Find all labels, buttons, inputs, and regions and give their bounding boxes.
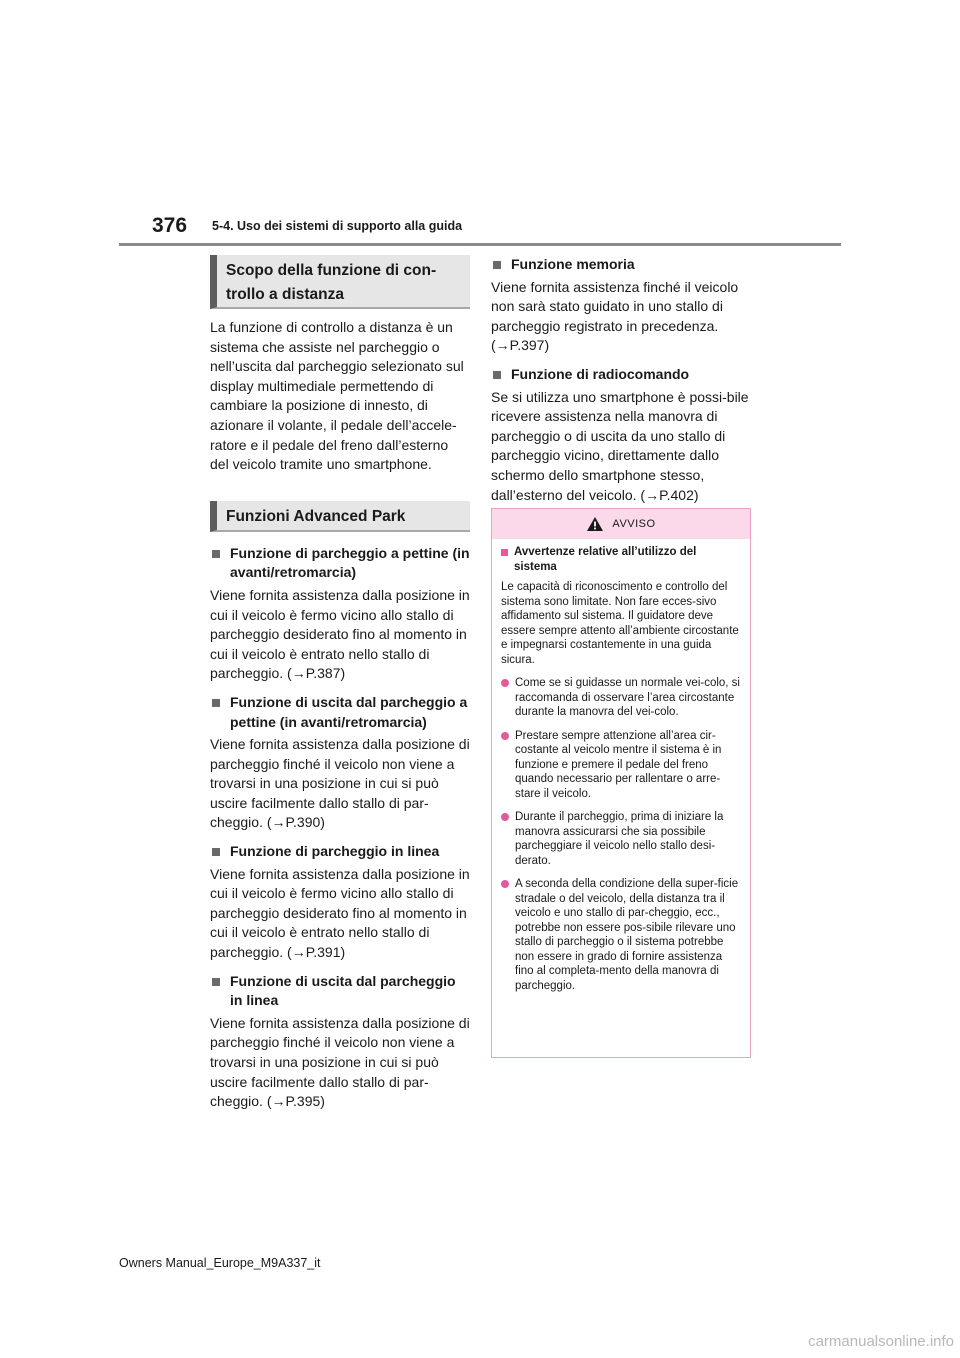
page-number: 376 xyxy=(152,214,188,237)
left-column xyxy=(210,255,470,1112)
footer-text: Owners Manual_Europe_M9A337_it xyxy=(119,1256,321,1270)
feature-item xyxy=(491,255,751,356)
feature-item xyxy=(210,544,470,684)
bullet-dot-icon xyxy=(501,732,509,740)
warning-subtitle: Avvertenze relative all’utilizzo del sistema xyxy=(501,545,741,574)
warning-title: AVVISO xyxy=(612,518,656,530)
warning-bullet: A seconda della condizione della super-ficie stradale o del veicolo, della distanza tra il veicolo e uno stallo di par-cheggio, ecc., potrebbe non essere pos-sibile rilevare uno stallo di parcheggio o il sistema potrebbe non essere in grado di fornire assistenza fino al completa-mento della manovra di parcheggio. xyxy=(501,877,741,993)
warning-body xyxy=(492,539,750,993)
feature-title: Funzione di parcheggio a pettine (in avanti/retromarcia) xyxy=(210,544,470,583)
watermark: carmanualsonline.info xyxy=(808,1333,954,1350)
square-bullet-icon xyxy=(493,371,501,379)
feature-item xyxy=(210,972,470,1112)
feature-item xyxy=(210,693,470,833)
feature-description: Se si utilizza uno smartphone è possi-bile ricevere assistenza nella manovra di parcheggio o di uscita da uno stallo di parcheggio vicino, direttamente dallo schermo dello smartphone stesso, dall’esterno del veicolo. (→P.402) xyxy=(491,388,749,503)
bullet-dot-icon xyxy=(501,679,509,687)
feature-description: Viene fornita assistenza dalla posizione di parcheggio finché il veicolo non viene a trovarsi in una posizione in cui si può uscire facilmente dallo stallo di par-cheggio. (→P.395) xyxy=(210,1014,470,1110)
warning-box xyxy=(491,508,751,1058)
heading-advanced-park: Funzioni Advanced Park xyxy=(210,501,470,532)
feature-item xyxy=(210,842,470,963)
feature-title: Funzione di uscita dal parcheggio a pettine (in avanti/retromarcia) xyxy=(210,693,470,732)
feature-description: Viene fornita assistenza dalla posizione di parcheggio finché il veicolo non viene a trovarsi in una posizione in cui si può uscire facilmente dallo stallo di par-cheggio. (→P.390) xyxy=(210,736,470,831)
warning-header xyxy=(492,509,750,539)
feature-title: Funzione di uscita dal parcheggio in linea xyxy=(210,972,470,1011)
feature-description: Viene fornita assistenza finché il veicolo non sarà stato guidato in uno stallo di parcheggio registrato in precedenza. (→P.397) xyxy=(491,278,739,354)
feature-title: Funzione di parcheggio in linea xyxy=(210,842,470,862)
square-bullet-icon xyxy=(212,848,220,856)
square-bullet-icon xyxy=(212,978,220,986)
intro-paragraph: La funzione di controllo a distanza è un sistema che assiste nel parcheggio o nell’uscita dal parcheggio selezionato sul display multimediale permettendo di cambiare la posizione di innesto, di azionare il volante, il pedale dell’accele-ratore e il pedale del freno dall’esterno del veicolo tramite uno smartphone. xyxy=(210,319,464,473)
feature-description: Viene fornita assistenza dalla posizione in cui il veicolo è fermo vicino allo stallo di parcheggio desiderato fino al momento in cui il veicolo è entrato nello stallo di parcheggio. (→P.387) xyxy=(210,586,470,682)
square-bullet-icon xyxy=(493,261,501,269)
feature-title: Funzione memoria xyxy=(491,255,751,275)
bullet-dot-icon xyxy=(501,813,509,821)
right-column xyxy=(491,255,751,505)
heading-remote-control-purpose: Scopo della funzione di con- trollo a distanza xyxy=(210,255,470,309)
square-bullet-icon xyxy=(212,550,220,558)
section-title: 5-4. Uso dei sistemi di supporto alla guida xyxy=(212,219,463,233)
square-bullet-icon xyxy=(212,699,220,707)
warning-bullet: Durante il parcheggio, prima di iniziare la manovra assicurarsi che sia possibile parcheggiare il veicolo nello stallo desi-derato. xyxy=(501,810,741,868)
bullet-dot-icon xyxy=(501,880,509,888)
feature-title: Funzione di radiocomando xyxy=(491,365,751,385)
feature-description: Viene fornita assistenza dalla posizione in cui il veicolo è fermo vicino allo stallo di parcheggio desiderato fino al momento in cui il veicolo è entrato nello stallo di parcheggio. (→P.391) xyxy=(210,865,470,961)
header-divider xyxy=(119,243,841,246)
warning-text: Le capacità di riconoscimento e controllo del sistema sono limitate. Non fare ecces-sivo affidamento sul sistema. Il guidatore deve essere sempre attento all’ambiente circostante e impegnarsi costantemente in una guida sicura. xyxy=(501,581,739,666)
warning-bullet: Prestare sempre attenzione all’area cir-costante al veicolo mentre il sistema è in funzione e premere il pedale del freno quando necessario per rallentare o arre-stare il veicolo. xyxy=(501,729,741,802)
warning-triangle-icon xyxy=(586,516,604,532)
feature-item xyxy=(491,365,751,505)
square-bullet-icon xyxy=(501,549,508,556)
warning-bullet: Come se si guidasse un normale vei-colo, si raccomanda di osservare l’area circostante durante la manovra del vei-colo. xyxy=(501,676,741,720)
